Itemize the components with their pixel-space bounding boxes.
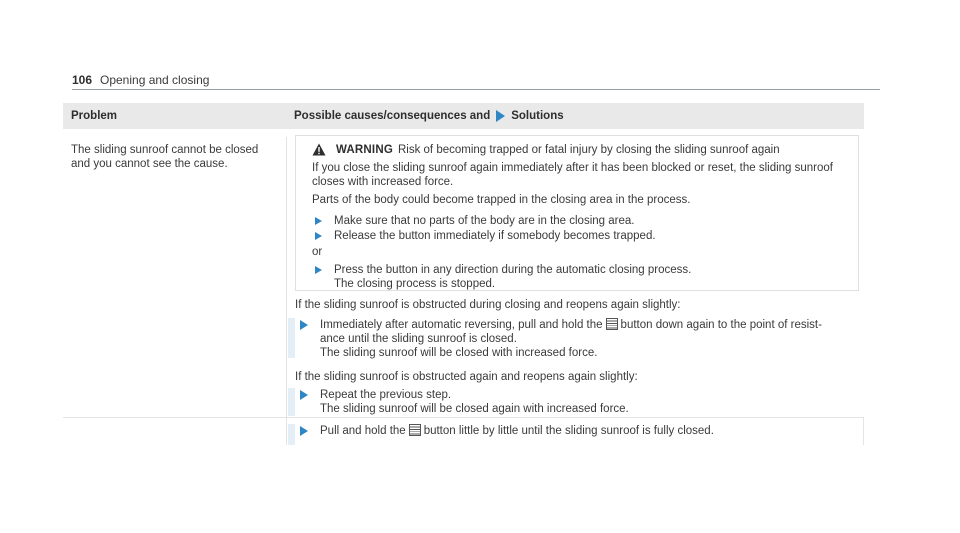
warning-paragraph xyxy=(312,161,852,189)
step-text-line: Immediately after automatic reversing, pull and hold the button down again to the point of resist- xyxy=(320,319,822,331)
problem-line: and you cannot see the cause. xyxy=(71,158,228,170)
step-bar xyxy=(288,388,295,416)
intro-text: If the sliding sunroof is obstructed again and reopens again slightly: xyxy=(295,371,638,383)
step-text-line: The sliding sunroof will be closed again with increased force. xyxy=(320,403,629,415)
sunroof-switch-icon xyxy=(409,424,421,436)
column-header-solutions-prefix: Possible causes/consequences and xyxy=(294,110,491,122)
bullet-text: Make sure that no parts of the body are in the closing area. xyxy=(334,215,635,227)
intro-text: If the sliding sunroof is obstructed during closing and reopens again slightly: xyxy=(295,299,681,311)
warning-heading-line xyxy=(312,143,780,156)
row-divider xyxy=(63,417,864,418)
bullet-text xyxy=(334,263,834,291)
warning-paragraph: Parts of the body could become trapped in the closing area in the process. xyxy=(312,194,691,206)
sunroof-switch-icon xyxy=(606,318,618,330)
arrow-right-icon xyxy=(300,390,308,400)
arrow-right-icon xyxy=(496,110,505,122)
warning-label: WARNING xyxy=(336,143,393,156)
warning-bullet xyxy=(315,263,834,291)
bullet-text-line: Press the button in any direction during the automatic closing process. xyxy=(334,264,692,276)
step-text-line: ance until the sliding sunroof is closed. xyxy=(320,333,517,345)
bullet-text-line: The closing process is stopped. xyxy=(334,278,496,290)
bullet-text: Release the button immediately if somebody becomes trapped. xyxy=(334,230,656,242)
step-text-line: Repeat the previous step. xyxy=(320,389,452,401)
column-divider xyxy=(286,137,287,445)
warning-box xyxy=(295,135,859,291)
or-label: or xyxy=(312,246,323,258)
warning-triangle-icon xyxy=(312,143,326,156)
page-number: 106 xyxy=(72,73,93,87)
instruction-step xyxy=(288,318,860,360)
arrow-right-icon xyxy=(300,320,308,330)
warning-text-line: If you close the sliding sunroof again immediately after it has been blocked or reset, the sliding sunroof xyxy=(312,162,833,174)
arrow-right-icon xyxy=(315,232,322,240)
column-header-problem: Problem xyxy=(71,110,118,122)
column-header-solutions-suffix: Solutions xyxy=(511,110,564,122)
arrow-right-icon xyxy=(315,217,322,225)
page-header xyxy=(72,73,880,90)
warning-bullet xyxy=(315,229,834,243)
step-bar xyxy=(288,424,295,445)
problem-line: The sliding sunroof cannot be closed xyxy=(71,144,259,156)
step-text-line: Pull and hold the button little by little until the sliding sunroof is fully closed. xyxy=(320,425,714,437)
section-title: Opening and closing xyxy=(100,73,210,87)
warning-heading: Risk of becoming trapped or fatal injury by closing the sliding sunroof again xyxy=(397,143,780,156)
instruction-step xyxy=(288,388,860,416)
warning-text-line: closes with increased force. xyxy=(312,176,454,188)
table-header xyxy=(63,103,864,129)
step-bar xyxy=(288,318,295,358)
warning-bullet xyxy=(315,214,834,228)
problem-cell xyxy=(71,143,276,171)
column-header-solutions xyxy=(294,110,564,122)
right-border xyxy=(863,417,864,445)
arrow-right-icon xyxy=(300,426,308,436)
instruction-step xyxy=(288,424,860,445)
arrow-right-icon xyxy=(315,266,322,274)
step-text-line: The sliding sunroof will be closed with increased force. xyxy=(320,347,598,359)
